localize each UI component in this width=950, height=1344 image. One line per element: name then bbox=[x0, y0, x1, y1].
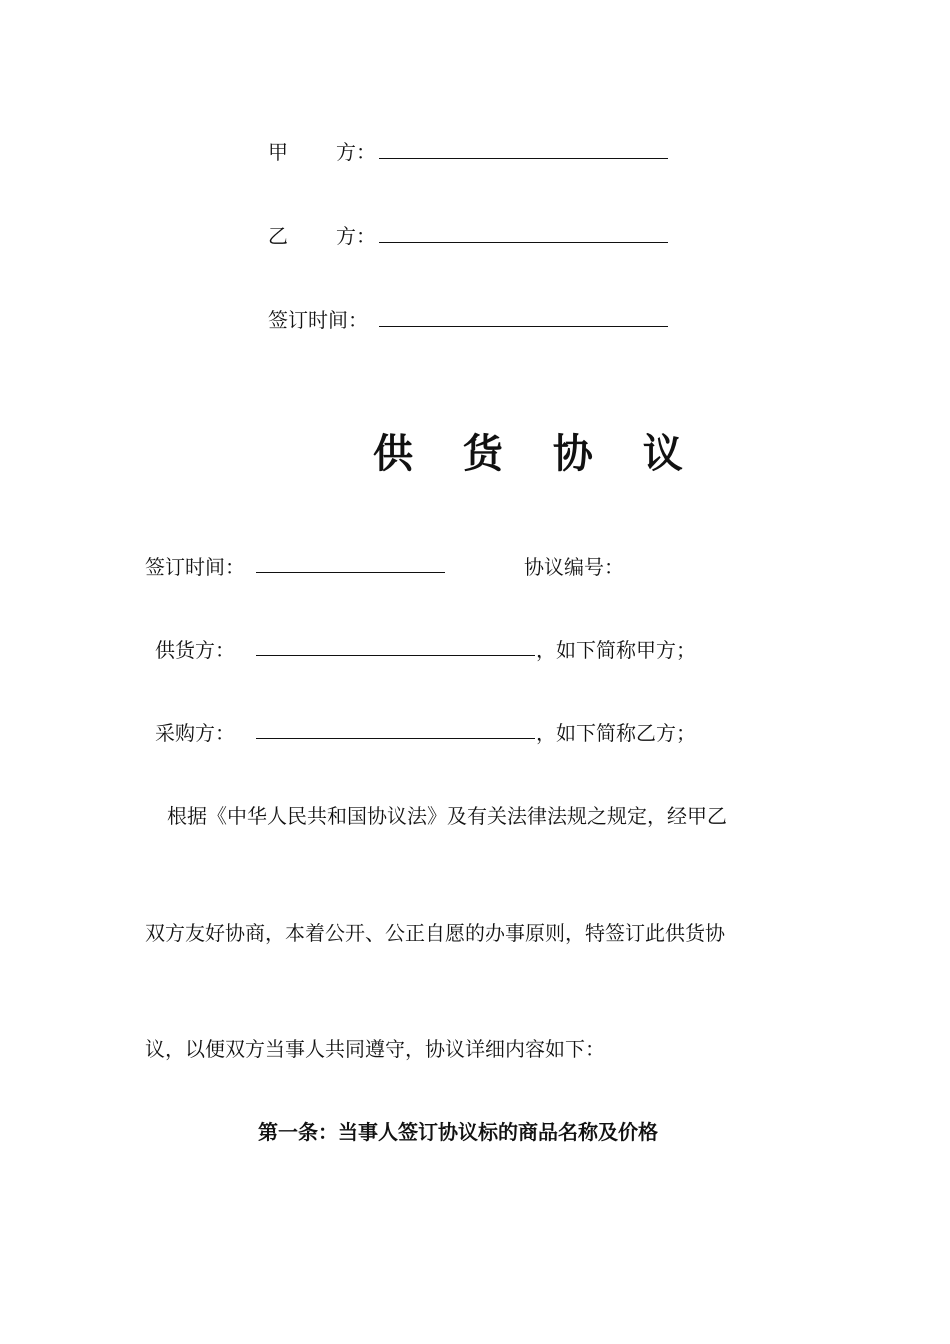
preamble-line-3: 议，以便双方当事人共同遵守，协议详细内容如下： bbox=[145, 1037, 605, 1061]
supplier-suffix: ，如下简称甲方； bbox=[536, 638, 696, 662]
party-b-colon: 方： bbox=[336, 224, 376, 248]
party-b-label: 乙 bbox=[268, 224, 288, 248]
buyer-blank-line bbox=[256, 738, 535, 739]
supplier-blank-line bbox=[256, 655, 535, 656]
party-a-blank-line bbox=[379, 158, 668, 159]
sign-time-label: 签订时间： bbox=[145, 555, 245, 579]
buyer-suffix: ，如下简称乙方； bbox=[536, 721, 696, 745]
party-b-blank-line bbox=[379, 242, 668, 243]
sign-time-blank-line bbox=[256, 572, 445, 573]
preamble-line-2: 双方友好协商，本着公开、公正自愿的办事原则，特签订此供货协 bbox=[145, 921, 725, 945]
section-1-heading: 第一条：当事人签订协议标的商品名称及价格 bbox=[258, 1120, 658, 1144]
party-a-colon: 方： bbox=[336, 140, 376, 164]
cover-sign-time-label: 签订时间： bbox=[268, 308, 368, 332]
cover-sign-time-blank-line bbox=[379, 326, 668, 327]
buyer-label: 采购方： bbox=[155, 721, 235, 745]
agreement-no-label: 协议编号： bbox=[524, 555, 624, 579]
document-title: 供 货 协 议 bbox=[373, 430, 701, 477]
party-a-label: 甲 bbox=[268, 140, 288, 164]
supplier-label: 供货方： bbox=[155, 638, 235, 662]
preamble-line-1: 根据《中华人民共和国协议法》及有关法律法规之规定，经甲乙 bbox=[167, 804, 727, 828]
